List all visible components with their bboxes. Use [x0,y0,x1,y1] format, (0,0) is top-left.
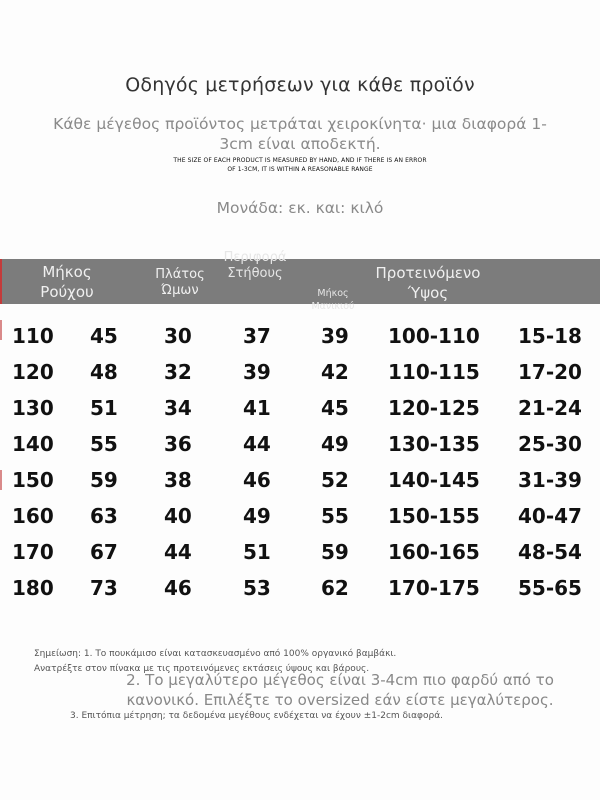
cell-shoulder: 48 [90,360,118,384]
cell-height: 170-175 [388,576,480,600]
header-edge-mark [0,259,2,304]
cell-weight: 25-30 [518,432,582,456]
cell-weight: 17-20 [518,360,582,384]
header-length [22,262,112,302]
cell-chest: 30 [164,324,192,348]
cell-length: 150 [12,468,54,492]
header-length-line1: Μήκος [42,263,92,281]
cell-height: 150-155 [388,504,480,528]
cell-sleeve: 49 [321,432,349,456]
page-subtitle: Κάθε μέγεθος προϊόντος μετράται χειροκίνητα· μια διαφορά 1-3cm είναι αποδεκτή. [53,115,547,153]
cell-length: 140 [12,432,54,456]
cell-chest: 32 [164,360,192,384]
cell-shoulder: 67 [90,540,118,564]
cell-chest: 36 [164,432,192,456]
cell-weight: 31-39 [518,468,582,492]
unit-label: Μονάδα: εκ. και: κιλό [216,199,384,217]
cell-height: 100-110 [388,324,480,348]
cell-weight: 48-54 [518,540,582,564]
cell-shoulder: 55 [90,432,118,456]
page-title: Οδηγός μετρήσεων για κάθε προϊόν [125,74,475,96]
cell-length: 170 [12,540,54,564]
table-row [0,432,600,468]
cell-chest: 34 [164,396,192,420]
english-disclaimer-line1: THE SIZE OF EACH PRODUCT IS MEASURED BY HAND, AND IF THERE IS AN ERROR [173,157,427,164]
cell-sleeve: 59 [321,540,349,564]
table-row [0,504,600,540]
note-three: 3. Επιτόπια μέτρηση; τα δεδομένα μεγέθους ενδέχεται να έχουν ±1-2cm διαφορά. [70,711,443,721]
cell-col4: 44 [243,432,271,456]
cell-col4: 46 [243,468,271,492]
header-height-line1: Προτεινόμενο [375,264,481,282]
header-length-line2: Ρούχου [40,283,94,301]
table-row [0,576,600,612]
header-height [360,263,496,303]
cell-col4: 37 [243,324,271,348]
cell-length: 120 [12,360,54,384]
table-row [0,468,600,504]
english-disclaimer-line2: OF 1-3CM, IT IS WITHIN A REASONABLE RANGE [227,166,373,173]
cell-sleeve: 45 [321,396,349,420]
cell-height: 140-145 [388,468,480,492]
cell-length: 130 [12,396,54,420]
cell-col4: 49 [243,504,271,528]
note-two: 2. Το μεγαλύτερο μέγεθος είναι 3-4cm πιο φαρδύ από το κανονικό. Επιλέξτε το oversized εάν είστε μεγαλύτερος. [126,671,554,709]
english-disclaimer [150,156,450,174]
header-sleeve [298,287,368,313]
cell-col4: 39 [243,360,271,384]
cell-chest: 46 [164,576,192,600]
cell-weight: 15-18 [518,324,582,348]
cell-chest: 40 [164,504,192,528]
cell-chest: 44 [164,540,192,564]
header-sleeve-line1: Μήκος [317,288,349,299]
cell-shoulder: 59 [90,468,118,492]
cell-sleeve: 42 [321,360,349,384]
cell-length: 160 [12,504,54,528]
header-shoulder-line1: Πλάτος [155,267,205,282]
header-shoulder [140,267,220,299]
table-row [0,360,600,396]
cell-col4: 41 [243,396,271,420]
header-chest-line2: Στήθους [227,266,283,281]
header-shoulder-line2: Ώμων [161,283,199,298]
table-row [0,540,600,576]
cell-height: 120-125 [388,396,480,420]
header-height-line2: Ύψος [407,284,449,302]
cell-col4: 53 [243,576,271,600]
cell-shoulder: 73 [90,576,118,600]
cell-sleeve: 55 [321,504,349,528]
cell-shoulder: 45 [90,324,118,348]
cell-shoulder: 63 [90,504,118,528]
cell-weight: 55-65 [518,576,582,600]
cell-height: 160-165 [388,540,480,564]
cell-length: 110 [12,324,54,348]
cell-sleeve: 39 [321,324,349,348]
cell-sleeve: 52 [321,468,349,492]
cell-sleeve: 62 [321,576,349,600]
side-mark [0,470,2,490]
cell-height: 130-135 [388,432,480,456]
header-chest-line1: Περιφορά [223,250,287,265]
cell-height: 110-115 [388,360,480,384]
cell-length: 180 [12,576,54,600]
side-mark [0,320,2,340]
cell-col4: 51 [243,540,271,564]
header-sleeve-line2: Μανικιού [311,301,355,312]
cell-weight: 21-24 [518,396,582,420]
note-one: Σημείωση: 1. Το πουκάμισο είναι κατασκευασμένο από 100% οργανικό βαμβάκι. Ανατρέξτε στον πίνακα με τις προτεινόμενες εκτάσεις ύψους και βάρους. [34,649,397,674]
header-chest [212,250,298,282]
cell-weight: 40-47 [518,504,582,528]
cell-shoulder: 51 [90,396,118,420]
cell-chest: 38 [164,468,192,492]
table-row [0,324,600,360]
table-row [0,396,600,432]
